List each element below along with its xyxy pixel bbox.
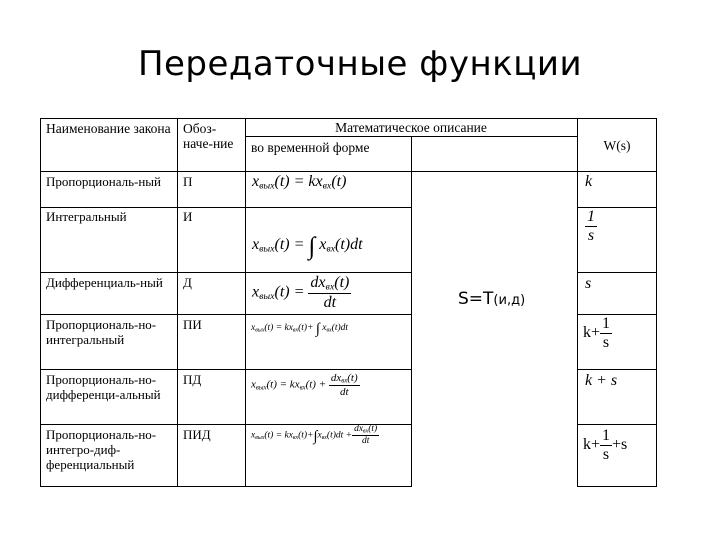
row-law-name: Пропорциональ-ный <box>46 174 161 189</box>
header-math: Математическое описание <box>335 120 487 135</box>
row-divider <box>40 272 411 273</box>
header-designation: Обоз-наче-ние <box>183 121 234 151</box>
row-designation: П <box>183 174 193 189</box>
row-divider <box>577 369 657 370</box>
row-divider <box>40 207 411 208</box>
formula-pi: $x_{вых}(t) = kx_{вх}(t)+$ ∫ $x_{вх}(t)dt$ <box>251 321 349 337</box>
transfer-functions-table <box>40 118 657 487</box>
row-divider <box>577 272 657 273</box>
row-designation: И <box>183 209 193 224</box>
w-pi: k+ $\frac{1}{s}$ <box>583 315 611 351</box>
column-divider <box>411 136 412 487</box>
formula-pd: $x_{вых}(t) = kx_{вх}(t)$ + $\frac{dx_{вх}(t)}{dt}$ <box>251 372 358 399</box>
column-divider <box>245 118 246 487</box>
formula-differential: $x_{вых}(t)$ = $\frac{dx_{вх}(t)}{dt}$ <box>252 274 350 312</box>
header-time-form: во временной форме <box>251 140 370 155</box>
row-law-name: Пропорциональ-но-дифференци-альный <box>46 372 161 402</box>
table-border-left <box>40 118 41 487</box>
table-border-top <box>40 118 657 119</box>
w-pd: k + s <box>585 372 618 389</box>
w-differential: s <box>585 275 592 292</box>
row-designation: ПИД <box>183 427 211 442</box>
row-law-name: Пропорциональ-но-интегро-диф-ференциальный <box>46 427 157 472</box>
page-title: Передаточные функции <box>137 44 583 84</box>
row-divider <box>40 314 411 315</box>
table-border-bottom <box>40 486 411 487</box>
w-proportional: k <box>585 173 593 190</box>
w-pid: k+ $\frac{1}{s}$ +s <box>583 427 628 463</box>
row-divider <box>40 369 411 370</box>
center-note: S=T(и,д) <box>458 289 526 309</box>
table-border-bottom <box>577 486 657 487</box>
formula-proportional: $x_{вых}(t) = kx_{вх}(t)$ <box>252 173 347 192</box>
row-divider <box>40 171 657 172</box>
row-designation: ПИ <box>183 317 202 332</box>
row-designation: Д <box>183 275 192 290</box>
header-law: Наименование закона <box>46 121 171 136</box>
formula-integral: $x_{вых}(t)$ = ∫ $x_{вх}(t)dt$ <box>252 233 363 260</box>
column-divider <box>177 118 178 487</box>
row-law-name: Пропорциональ-но-интегральный <box>46 317 157 347</box>
w-integral: $\frac{1}{s}$ <box>587 208 595 244</box>
row-divider <box>577 424 657 425</box>
header-w: W(s) <box>603 138 631 153</box>
formula-pid: $x_{вых}(t) = kx_{вх}(t)+\int x_{вх}(t)dt$ + $\frac{dx_{вх}(t)}{dt}$ <box>251 424 378 446</box>
row-designation: ПД <box>183 372 202 387</box>
row-law-name: Интегральный <box>46 209 127 224</box>
row-law-name: Дифференциаль-ный <box>46 275 163 290</box>
table-border-right <box>656 118 657 487</box>
column-divider <box>577 118 578 487</box>
